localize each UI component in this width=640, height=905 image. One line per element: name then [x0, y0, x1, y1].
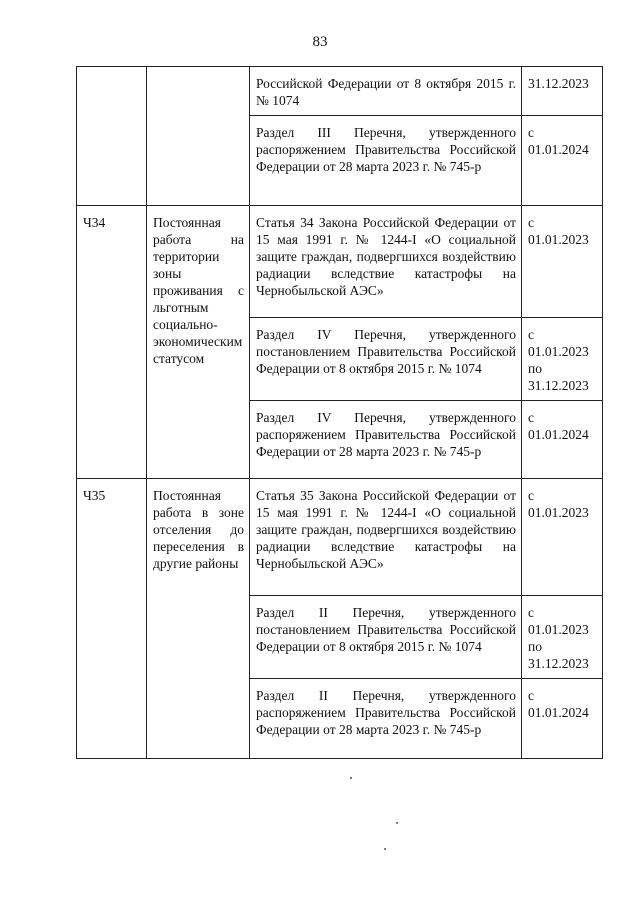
- table-row: [77, 206, 603, 318]
- period-cell: с 01.01.2023 по 31.12.2023: [522, 318, 603, 401]
- scan-speck: [396, 822, 398, 824]
- row-name: [147, 67, 250, 206]
- scan-speck: [350, 777, 352, 779]
- document-table: [76, 66, 603, 759]
- table-row: [77, 67, 603, 116]
- period-cell: с 01.01.2023: [522, 206, 603, 318]
- period-cell: с 01.01.2023: [522, 479, 603, 596]
- basis-cell: Статья 35 Закона Российской Федерации от 15 мая 1991 г. № 1244-I «О социальной защите граждан, подвергшихся воздействию радиации вследствие катастрофы на Чернобыльской АЭС»: [250, 479, 522, 596]
- row-code: Ч35: [77, 479, 147, 759]
- basis-cell: Раздел IV Перечня, утвержденного распоряжением Правительства Российской Федерации от 28 марта 2023 г. № 745-р: [250, 401, 522, 479]
- row-code: Ч34: [77, 206, 147, 479]
- period-cell: с 01.01.2024: [522, 116, 603, 206]
- period-cell: 31.12.2023: [522, 67, 603, 116]
- period-cell: с 01.01.2024: [522, 401, 603, 479]
- basis-cell: Раздел II Перечня, утвержденного распоряжением Правительства Российской Федерации от 28 марта 2023 г. № 745-р: [250, 679, 522, 759]
- period-cell: с 01.01.2023 по 31.12.2023: [522, 596, 603, 679]
- row-code: [77, 67, 147, 206]
- basis-cell: Раздел IV Перечня, утвержденного постановлением Правительства Российской Федерации от 8 октября 2015 г. № 1074: [250, 318, 522, 401]
- scan-speck: [384, 848, 386, 850]
- basis-cell: Раздел II Перечня, утвержденного постановлением Правительства Российской Федерации от 8 октября 2015 г. № 1074: [250, 596, 522, 679]
- row-name: Постоянная работа в зоне отселения до переселения в другие районы: [147, 479, 250, 759]
- table-row: [77, 479, 603, 596]
- basis-cell: Российской Федерации от 8 октября 2015 г. № 1074: [250, 67, 522, 116]
- period-cell: с 01.01.2024: [522, 679, 603, 759]
- basis-cell: Раздел III Перечня, утвержденного распоряжением Правительства Российской Федерации от 28 марта 2023 г. № 745-р: [250, 116, 522, 206]
- basis-cell: Статья 34 Закона Российской Федерации от 15 мая 1991 г. № 1244-I «О социальной защите граждан, подвергшихся воздействию радиации вследствие катастрофы на Чернобыльской АЭС»: [250, 206, 522, 318]
- row-name: Постоянная работа на территории зоны проживания с льготным социально-экономическим статусом: [147, 206, 250, 479]
- page-number: 83: [312, 34, 328, 50]
